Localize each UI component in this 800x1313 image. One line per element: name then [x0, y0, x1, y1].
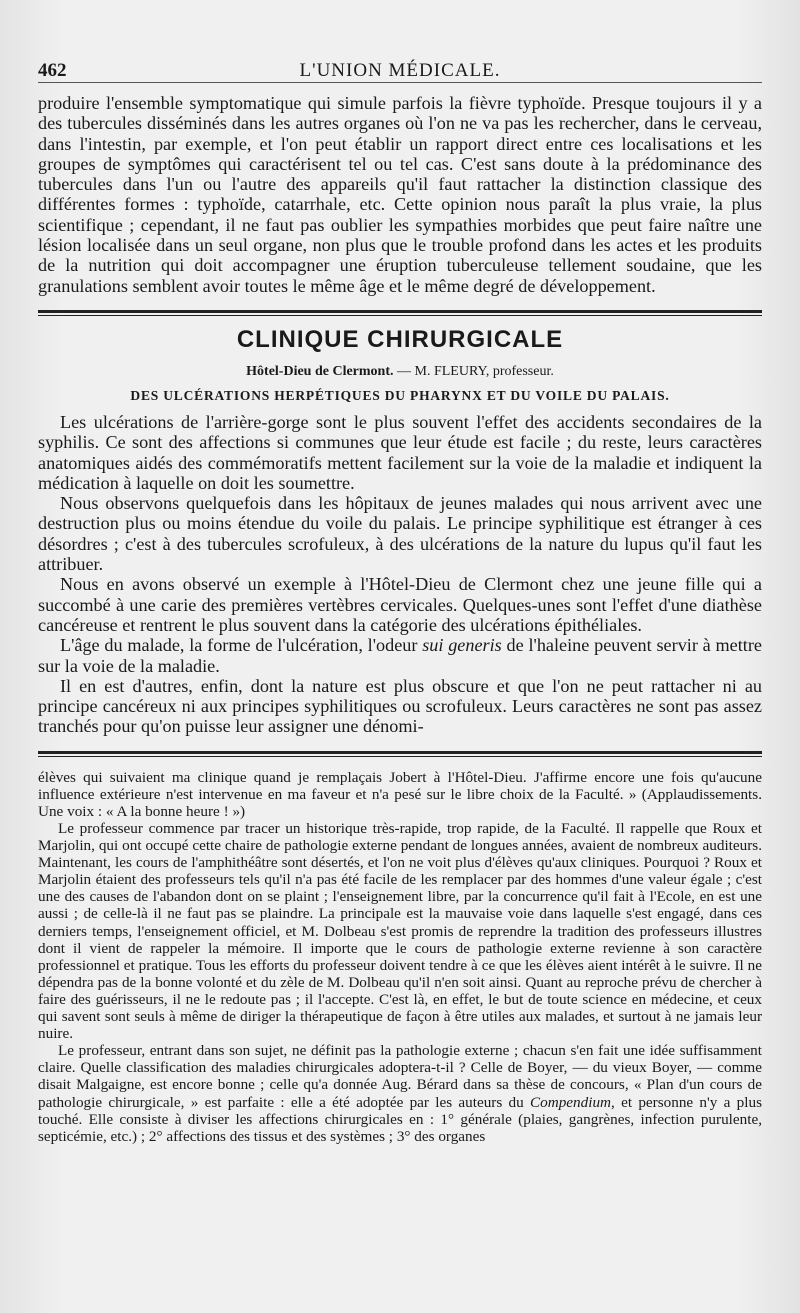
footnote-text: , et personne n'y a plus touché. Elle consiste à diviser les affections chirurgicales en : 1° générale (plaies, gangrènes, infection purulente, septicémie, etc.) ; 2° affections des tissus et des systèmes ; 3° des organes [38, 1093, 762, 1145]
hospital-name: Hôtel-Dieu de Clermont. [246, 363, 394, 379]
section-divider [38, 310, 762, 316]
footnote-block [38, 769, 762, 1145]
professor-name: — M. FLEURY, professeur. [393, 363, 554, 379]
body-paragraph [38, 635, 762, 676]
body-paragraph: Les ulcérations de l'arrière-gorge sont le plus souvent l'effet des accidents secondaires de la syphilis. Ce sont des affections si communes que leur étude est facile ; du reste, leurs caractères anatomiques aidés des commémoratifs mettent facilement sur la voie de la maladie et indiquent la médication à laquelle on doit les soumettre. [38, 411, 762, 493]
page-number: 462 [38, 60, 67, 81]
body-paragraph: Il en est d'autres, enfin, dont la nature est plus obscure et que l'on ne peut rattacher ni au principe cancéreux ni aux principes syphilitiques ou scrofuleux. Leurs caractères ne sont pas assez tranchés pour qu'on puisse leur assigner une dénomi- [38, 675, 762, 737]
italic-title: Compendium [530, 1093, 612, 1111]
footnote-divider [38, 751, 762, 757]
footnote-paragraph: élèves qui suivaient ma clinique quand je remplaçais Jobert à l'Hôtel-Dieu. J'affirme encore une fois qu'aucune influence extérieure n'est intervenue en ma faveur et n'a pesé sur le libre choix de la Faculté. » (Applaudissements. Une voix : « A la bonne heure ! ») [38, 768, 762, 820]
footnote-paragraph: Le professeur commence par tracer un historique très-rapide, trop rapide, de la Faculté. Il rappelle que Roux et Marjolin, qui ont occupé cette chaire de pathologie externe pendant de longues années, avaient de nombreux auditeurs. Maintenant, les cours de l'amphithéâtre sont désertés, et l'on ne voit plus d'élèves qu'aux cliniques. Pourquoi ? Roux et Marjolin étaient des professeurs tels qu'il n'a pas été facile de les remplacer par des hommes d'une valeur égale ; c'est une des causes de l'abandon dont on se plaint ; l'enseignement libre, par la concurrence qu'il fait à l'Ecole, en est une aussi ; de celle-là il ne faut pas se plaindre. La principale est la mauvaise voie dans laquelle s'est engagé, dans ces derniers temps, l'enseignement officiel, et M. Dolbeau s'est promis de reprendre la tradition des professeurs illustres dont il vient de rappeler la mémoire. Il importe que le cours de pathologie externe revienne à son caractère professionnel et pratique. Tous les efforts du professeur doivent tendre à ce que les élèves aient intérêt à le suivre. Il ne dépendra pas de la bonne volonté et du zèle de M. Dolbeau qu'il n'en soit ainsi. Quant au reproche prévu de chercher à faire des guérisseurs, il ne le redoute pas ; il l'accepte. C'est là, en effet, le but de toute science en médecine, et ceux qui savent sont seuls à même de diriger la thérapeutique de façon à être utiles aux malades, et surtout à ne jamais leur nuire. [38, 820, 762, 1043]
journal-title: L'UNION MÉDICALE. [299, 60, 501, 81]
continuation-paragraph: produire l'ensemble symptomatique qui simule parfois la fièvre typhoïde. Presque toujours il y a des tubercules disséminés dans les autres organes où l'on ne va pas les rechercher, dans le cerveau, dans l'intestin, par exemple, et l'on peut établir un rapport direct entre ces localisations et les groupes de symptômes qui caractérisent tel ou tel cas. C'est sans doute à la prédominance des tubercules dans l'un ou l'autre des appareils qu'il faut rattacher la distinction classique des différentes formes : typhoïde, catarrhale, etc. Cette opinion nous paraît la plus vraie, la plus scientifique ; cependant, il ne faut pas oublier les sympathies morbides que peut faire naître une lésion localisée dans un seul organe, non plus que le trouble profond dans les actes et les produits de la nutrition qui doit accompagner une éruption tuberculeuse tellement soudaine, que les granulations semblent avoir toutes le même âge et le même degré de développement. [38, 93, 762, 296]
body-paragraph: Nous en avons observé un exemple à l'Hôtel-Dieu de Clermont chez une jeune fille qui a succombé à une carie des premières vertèbres cervicales. Quelques-unes sont l'effet d'une diathèse cancéreuse et rentrent le plus souvent dans la catégorie des ulcérations épithéliales. [38, 574, 762, 635]
footnote-paragraph [38, 1042, 762, 1145]
body-text: L'âge du malade, la forme de l'ulcération, l'odeur [60, 635, 423, 656]
hospital-line [38, 364, 762, 380]
footnote-text: Le professeur, entrant dans son sujet, ne définit pas la pathologie externe ; chacun s'en fait une idée suffisamment claire. Quelle classification des maladies chirurgicales adoptera-t-il ? Celle de Boyer, — du vieux Boyer, — comme disait Malgaigne, est encore bonne ; celle qu'a donnée Aug. Bérard dans sa thèse de concours, « Plan d'un cours de pathologie chirurgicale, » est parfaite : elle a été adoptée par les auteurs du [38, 1042, 762, 1111]
running-header [38, 52, 762, 83]
main-text [38, 93, 762, 737]
body-text: de l'haleine peuvent servir à mettre sur la voie de la maladie. [38, 635, 762, 676]
section-title: CLINIQUE CHIRURGICALE [236, 325, 564, 353]
body-paragraph: Nous observons quelquefois dans les hôpitaux de jeunes malades qui nous arrivent avec une destruction plus ou moins étendue du voile du palais. Le principe syphilitique est étranger à ces désordres ; c'est à des tubercules scrofuleux, à des ulcérations de la nature du lupus qu'il faut les attribuer. [38, 493, 762, 575]
article-subject: DES ULCÉRATIONS HERPÉTIQUES DU PHARYNX ET DU VOILE DU PALAIS. [130, 387, 670, 403]
italic-term: sui generis [422, 635, 502, 656]
